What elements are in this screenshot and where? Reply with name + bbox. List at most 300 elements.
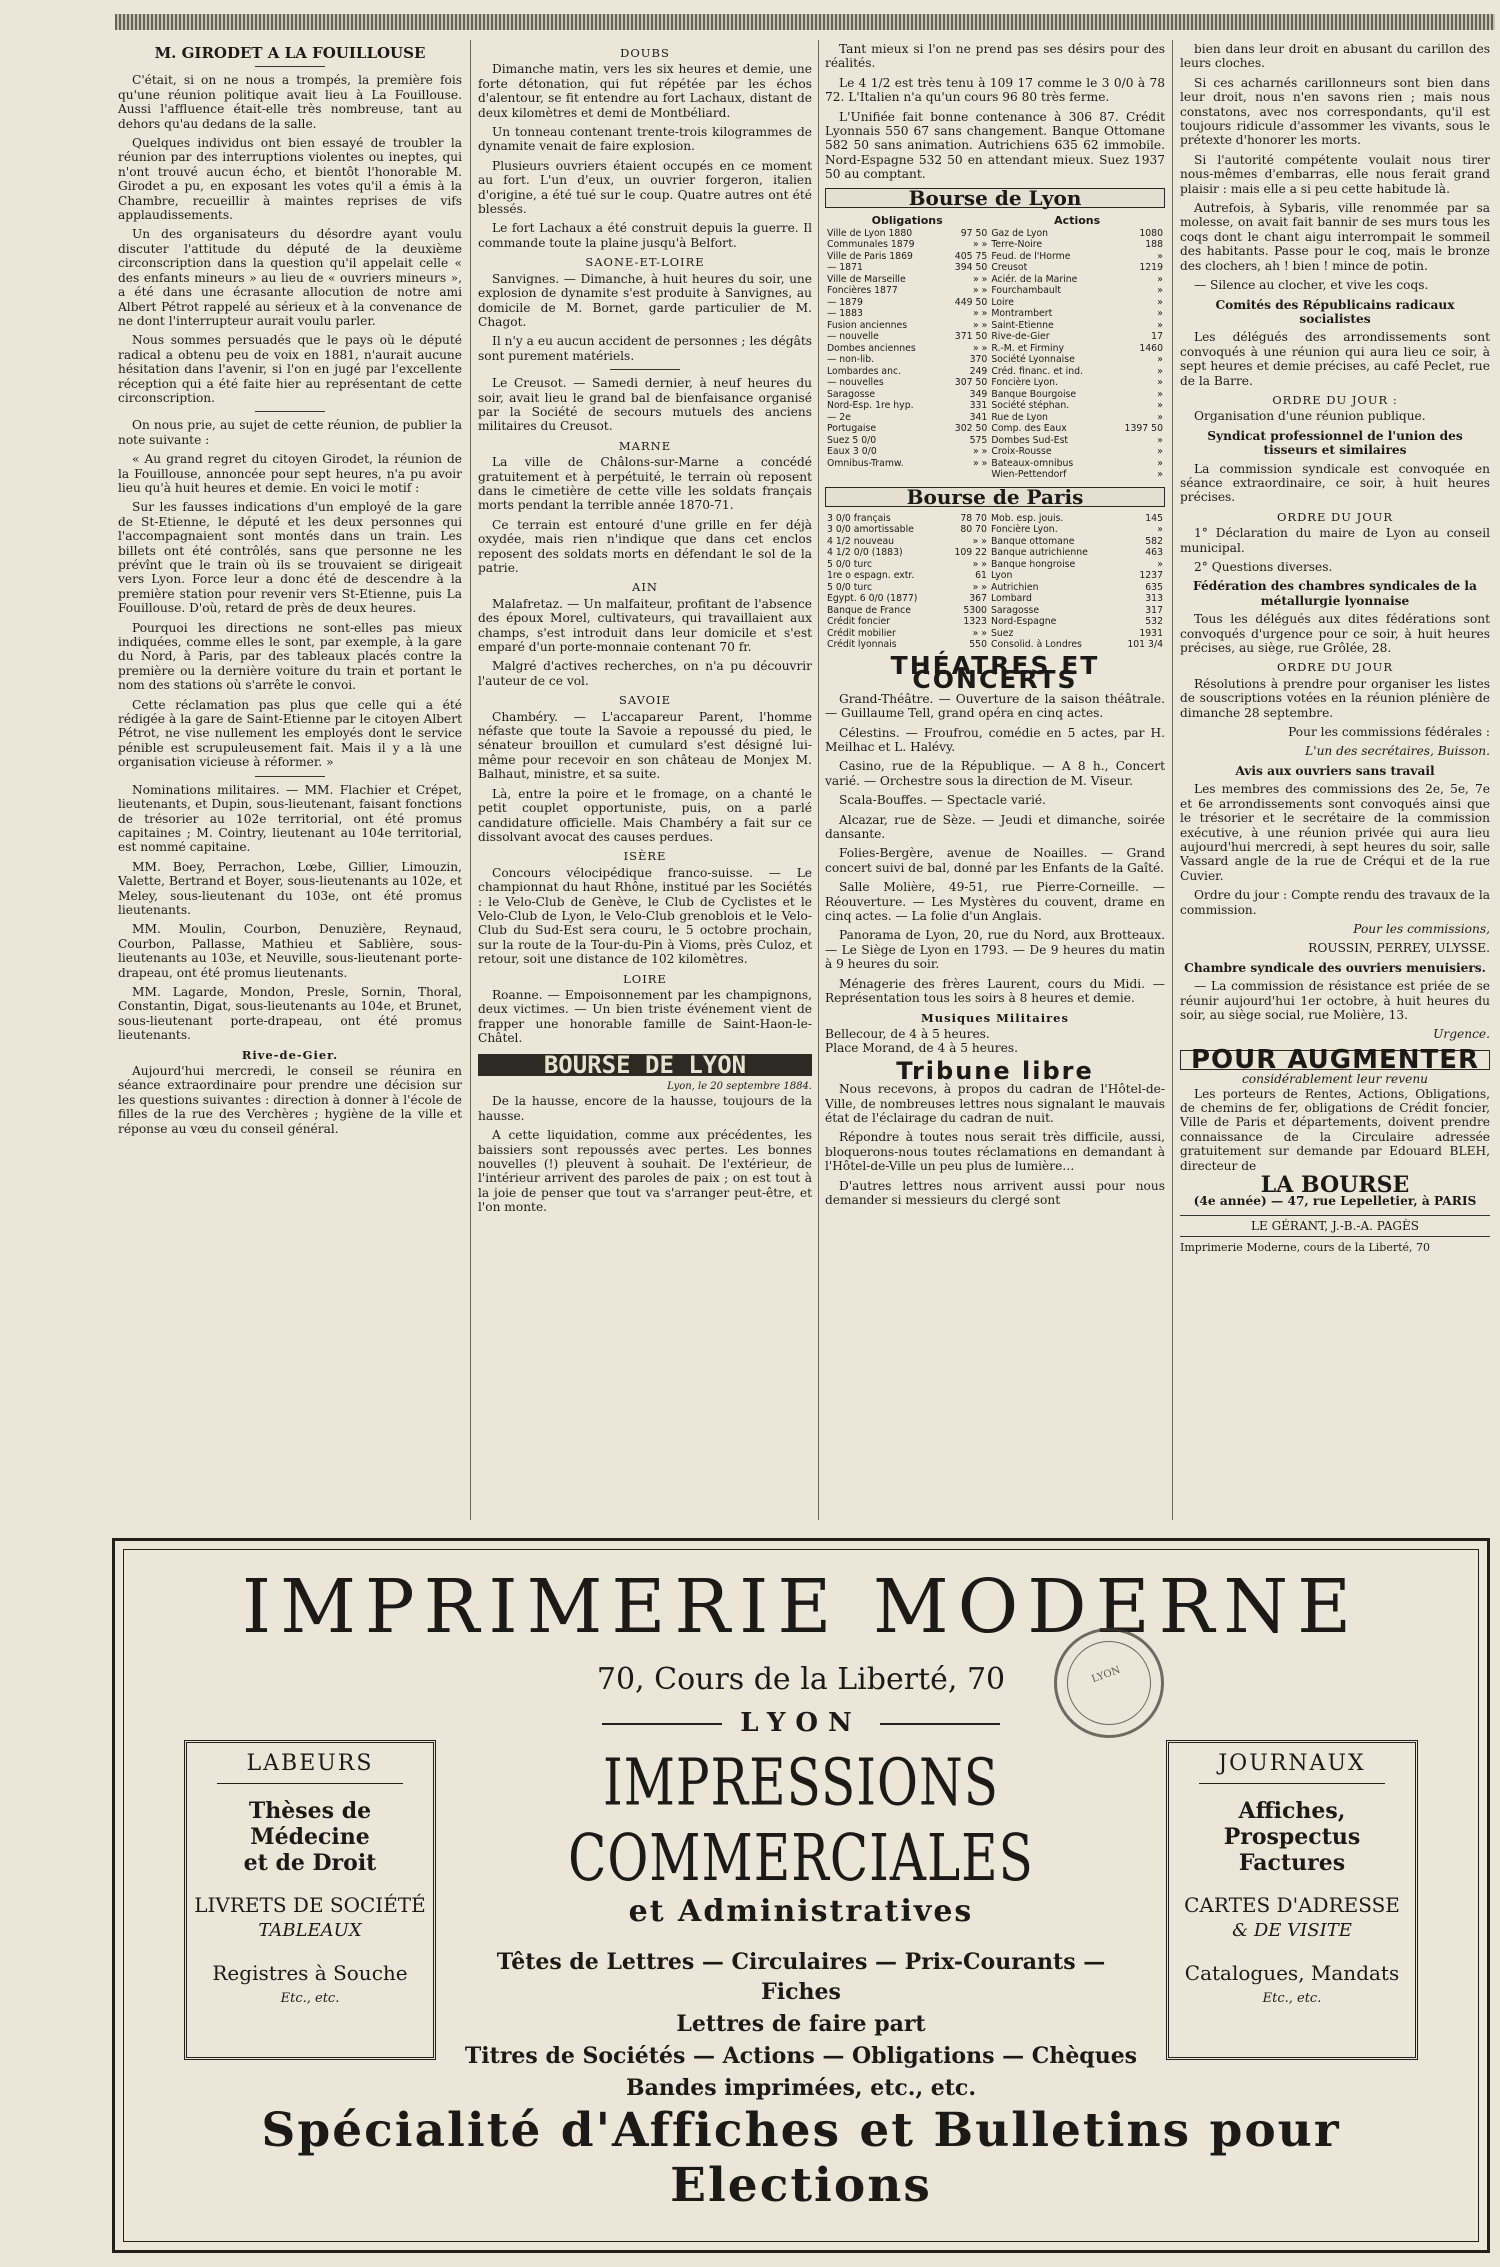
security-price: » — [1157, 434, 1163, 446]
security-name: Dombes Sud-Est — [991, 434, 1069, 446]
security-name: Ville de Marseille — [827, 273, 906, 285]
table-row — [825, 593, 1165, 605]
security-name: Crédit mobilier — [827, 627, 896, 639]
listing: Alcazar, rue de Sèze. — Jeudi et dimanche, soirée dansante. — [825, 812, 1165, 842]
security-name: Crédit foncier — [827, 616, 891, 628]
paragraph: Urgence. — [1433, 1027, 1490, 1042]
column-2 — [478, 42, 812, 1517]
table-row — [825, 274, 1165, 286]
listing: Célestins. — Froufrou, comédie en 5 actes, par H. Meilhac et L. Halévy. — [825, 725, 1165, 754]
section-heading: SAONE-ET-LOIRE — [585, 255, 705, 270]
paragraph: Tant mieux si l'on ne prend pas ses désirs pour des réalités. — [825, 42, 1165, 71]
security-price: » » — [972, 581, 987, 593]
paragraph: Ce terrain est entouré d'une grille en fer déjà oxydée, mais rien n'indique que dans cet enclos reposent des soldats morts en défendant le sol de la patrie. — [478, 517, 812, 575]
table-row — [825, 628, 1165, 640]
security-price: 302 50 — [954, 423, 988, 435]
listing: Salle Molière, 49-51, rue Pierre-Corneille. — Réouverture. — Les Mystères du couvent, drame en cinq actes. — La folie d'un Anglais. — [825, 880, 1165, 924]
table-row — [825, 389, 1165, 401]
paragraph: Si ces acharnés carillonneurs sont bien dans leur droit, nous n'en savons rien ; mais nous constatons, avec nos correspondants, qu'il est toujours ridicule d'assommer les vivants, sous le prétexte d'honorer les morts. — [1180, 75, 1490, 148]
security-name: Portugaise — [827, 423, 877, 435]
security-price: 1237 — [1139, 570, 1163, 582]
security-price: 249 — [969, 365, 988, 377]
paragraph: Les membres des commissions des 2e, 5e, 7e et 6e arrondissements sont convoqués ainsi que le trésorier et le secrétaire de la commission exécutive, à une réunion privée qui aura lieu aujourd'hui mercredi, à sept heures du soir, salle Vassard angle de la rue de Créqui et de la rue Cuvier. — [1180, 782, 1490, 883]
paragraph: Ordre du jour : Compte rendu des travaux de la commission. — [1180, 888, 1490, 917]
table-row — [825, 412, 1165, 424]
listing: Bellecour, de 4 à 5 heures. — [825, 1026, 990, 1041]
security-name — [825, 469, 943, 481]
bourse-paris-title: Bourse de Paris — [825, 487, 1165, 507]
box-line: TABLEAUX — [258, 1920, 362, 1941]
security-name: — 2e — [827, 411, 851, 423]
table-row — [825, 262, 1165, 274]
paragraph: Nominations militaires. — MM. Flachier et Crépet, lieutenants, et Dupin, sous-lieutenant, faisant fonctions de trésorier au 102e territorial, ont été promus capitaines ; M. Cointry, lieutenant au 104e territorial, est nommé capitaine. — [118, 782, 462, 855]
paragraph: Le 4 1/2 est très tenu à 109 17 comme le 3 0/0 à 78 72. L'Italien n'a qu'un cours 96 80 très ferme. — [825, 75, 1165, 105]
paragraph: Nous sommes persuadés que le pays où le député radical a obtenu peu de voix en 1881, n'aurait aucune hésitation dans l'avenir, si l'on en jugé par l'excellente réception qui a été faite hier au représentant de cette circonscription. — [118, 333, 462, 405]
paragraph: Répondre à toutes nous serait très difficile, aussi, bloquerons-nous toutes réclamations en demandant à l'Hôtel-de-Ville un peu plus de lumière… — [825, 1130, 1165, 1174]
paragraph: D'autres lettres nous arrivent aussi pour nous demander si messieurs du clergé sont — [825, 1178, 1165, 1207]
printer-line: Imprimerie Moderne, cours de la Liberté, 70 — [1180, 1241, 1431, 1255]
advert-address: 70, Cours de la Liberté, 70 — [596, 1662, 1006, 1697]
paragraph: Malafretaz. — Un malfaiteur, profitant de l'absence des époux Morel, cultivateurs, qui travaillaient aux champs, s'est introduit dans leur domicile et s'est emparé d'un porte-monnaie contenant 70 fr. — [478, 596, 812, 655]
table-row — [825, 605, 1165, 617]
paragraph: bien dans leur droit en abusant du carillon des leurs cloches. — [1180, 42, 1490, 71]
security-price: 5300 — [963, 604, 987, 616]
table-row — [825, 239, 1165, 251]
section-heading: SAVOIE — [618, 693, 672, 708]
table-row — [825, 400, 1165, 412]
advert-main-heading: IMPRESSIONS COMMERCIALES — [568, 1744, 1034, 1896]
security-price: » — [1157, 388, 1163, 400]
security-name: — 1879 — [827, 296, 863, 308]
security-price: 101 3/4 — [1127, 639, 1163, 651]
column-rule — [470, 40, 471, 1520]
security-name: Loire — [991, 296, 1014, 308]
security-name: Suez — [990, 627, 1014, 639]
security-name: Crédit lyonnais — [827, 639, 897, 651]
paragraph: MM. Boey, Perrachon, Lœbe, Gillier, Limouzin, Valette, Bertrand et Boyer, sous-lieutenants au 102e, et Meley, sous-lieutenant du 103e, ont été promus lieutenants. — [118, 859, 462, 917]
bourse-lyon-table — [825, 214, 1165, 481]
advert-city: LYON — [124, 1708, 1478, 1738]
labeurs-box — [184, 1740, 436, 2060]
paragraph: Concours vélocipédique franco-suisse. — Le championnat du haut Rhône, institué par les Sociétés : le Velo-Club de Genève, le Club de Cyclistes et le Velo-Club de Lyon, le Velo-Club grenoblois et le Velo-Club du Sud-Est sera couru, le 5 octobre prochain, sur la route de la Tour-du-Pin à Vioms, près Culoz, et retour, soit une distance de 102 kilomètres. — [478, 865, 812, 967]
paragraph: MM. Lagarde, Mondon, Presle, Sornin, Thoral, Constantin, Digat, sous-lieutenants au 104e, et Brunet, sous-lieutenant porte-drapeau, ont été promus lieutenants. — [118, 984, 462, 1043]
table-row — [825, 446, 1165, 458]
gerant-line: LE GÉRANT, J.-B.-A. PAGÈS — [1180, 1215, 1490, 1237]
paragraph: Un tonneau contenant trente-trois kilogrammes de dynamite venait de faire explosion. — [478, 125, 812, 154]
security-name: Eaux 3 0/0 — [827, 446, 877, 458]
article-title: M. GIRODET A LA FOUILLOUSE — [154, 44, 426, 62]
security-price: 109 22 — [954, 547, 987, 559]
section-heading: Rive-de-Gier. — [241, 1047, 339, 1062]
security-price: 317 — [1145, 604, 1163, 616]
security-name: Banque hongroise — [990, 558, 1076, 570]
security-price: » » — [972, 342, 988, 354]
box-line: Registres à Souche — [212, 1961, 408, 1985]
security-name: Banque Bourgoise — [991, 388, 1077, 400]
section-heading: MARNE — [618, 438, 672, 453]
security-price: » — [1157, 446, 1163, 458]
security-name: Ville de Paris 1869 — [827, 250, 913, 262]
security-price: 61 — [975, 570, 987, 582]
paragraph: 2° Questions diverses. — [1194, 560, 1333, 574]
security-price: » — [1157, 285, 1163, 297]
paragraph: Le Creusot. — Samedi dernier, à neuf heures du soir, avait lieu le grand bal de bienfaisance organisé par la Société de secours mutuels des anciens militaires du Creusot. — [478, 376, 812, 434]
table-row — [825, 320, 1165, 332]
table-row — [825, 228, 1165, 240]
paragraph: Autrefois, à Sybaris, ville renommée par sa molesse, on avait fait bannir de ses murs tous les coqs dont le chant aigu interrompait le sommeil des habitants. Passe pour le coq, mais le bronze des clochers, ah ! bien ! mince de potin. — [1180, 201, 1490, 273]
security-name: Saragosse — [990, 604, 1040, 616]
advert-center — [454, 1744, 1148, 2103]
security-price: 463 — [1145, 547, 1163, 559]
table-row — [825, 285, 1165, 297]
security-price: 17 — [1151, 331, 1163, 343]
section-heading: ISÈRE — [623, 849, 667, 864]
section-heading: Comités des Républicains radicaux socialistes — [1215, 297, 1455, 326]
security-name: Mob. esp. jouis. — [990, 512, 1064, 524]
section-heading: Musiques Militaires — [921, 1010, 1069, 1025]
column-4 — [1180, 42, 1490, 1517]
paragraph: Pourquoi les directions ne sont-elles pas mieux indiquées, comme elles le sont, par exemple, à la gare du Nord, à Paris, par des tableaux placés contre la première ou la dernière voiture du train et portant le nom des stations où s'arrête le convoi. — [118, 620, 462, 693]
security-price: » » — [972, 319, 988, 331]
security-name: Lombardes anc. — [827, 365, 902, 377]
journaux-box — [1166, 1740, 1418, 2060]
paragraph: — La commission de résistance est priée de se réunir aujourd'hui 1er octobre, à huit heures du soir, au siège social, rue Molière, 13. — [1180, 979, 1490, 1022]
security-price: » » — [972, 308, 988, 320]
advert-name: LA BOURSE — [1260, 1172, 1410, 1199]
listing: Scala-Bouffes. — Spectacle varié. — [839, 793, 1046, 808]
security-price: » » — [972, 285, 988, 297]
security-name: Suez 5 0/0 — [827, 434, 877, 446]
advert-text: Les porteurs de Rentes, Actions, Obligations, de chemins de fer, obligations de Crédit foncier, Ville de Paris et départements, doivent prendre connaissance de la Circulaire adressée gratuitement sur demande par Edouard BLEH, directeur de — [1180, 1086, 1490, 1173]
security-price: 1323 — [963, 616, 987, 628]
paragraph: Plusieurs ouvriers étaient occupés en ce moment au fort. L'un d'eux, un ouvrier forgeron, italien d'origine, a été tué sur le coup. Quatre autres ont été blessés. — [478, 158, 812, 217]
box-line: Catalogues, Mandats — [1184, 1961, 1400, 1985]
table-row — [825, 469, 1165, 481]
security-price: 1460 — [1139, 342, 1163, 354]
security-name: — nouvelles — [827, 377, 884, 389]
security-name: 3 0/0 amortissable — [827, 524, 914, 536]
paragraph: Pour les commissions fédérales : — [1288, 725, 1490, 740]
security-price: 331 — [969, 400, 988, 412]
security-name: Communales 1879 — [827, 239, 915, 251]
bourse-paris-table — [825, 513, 1165, 651]
box-line: Thèses de Médecine — [248, 1798, 372, 1850]
security-price: 349 — [969, 388, 988, 400]
security-price: » — [1157, 365, 1163, 377]
listing: Casino, rue de la République. — A 8 h., Concert varié. — Orchestre sous la direction de M. Viseur. — [825, 759, 1165, 788]
paragraph: Cette réclamation pas plus que celle qui a été rédigée à la gare de Saint-Etienne par le citoyen Albert Pétrot, ne vise nullement les employés dont le service pénible est scrupuleusement fait. Mais il y a là une organisation vicieuse à réformer. » — [118, 697, 462, 770]
paragraph: Roanne. — Empoisonnement par les champignons, deux victimes. — Un bien triste événement vient de frapper une honorable famille de Saint-Haon-le-Châtel. — [478, 987, 812, 1046]
bourse-lyon-title: Bourse de Lyon — [825, 188, 1165, 208]
table-row — [825, 366, 1165, 378]
security-price: » » — [972, 273, 988, 285]
box-line: CARTES D'ADRESSE — [1184, 1893, 1400, 1917]
paragraph: 1° Déclaration du maire de Lyon au conseil municipal. — [1180, 526, 1490, 555]
paragraph: Les délégués des arrondissements sont convoqués à une réunion qui aura lieu ce soir, à sept heures et demie précises, au café Peclet, rue de la Barre. — [1180, 330, 1490, 388]
security-name: Omnibus-Tramw. — [827, 457, 904, 469]
box-line: LIVRETS DE SOCIÉTÉ — [194, 1893, 426, 1917]
security-price: » — [1157, 411, 1163, 423]
listing: Grand-Théâtre. — Ouverture de la saison théâtrale. — Guillaume Tell, grand opéra en cinq actes. — [825, 691, 1165, 721]
box-header: LABEURS — [217, 1751, 403, 1784]
divider — [255, 411, 325, 412]
security-price: 449 50 — [954, 296, 988, 308]
security-name: Foncières 1877 — [827, 285, 898, 297]
security-name: Nord-Espagne — [990, 616, 1057, 628]
column-header: Obligations — [871, 214, 943, 228]
table-row — [825, 616, 1165, 628]
stamp-seal: LYON — [1039, 1613, 1180, 1754]
security-price: 97 50 — [960, 227, 988, 239]
tribune-heading: Tribune libre — [896, 1056, 1094, 1085]
table-row — [825, 582, 1165, 594]
security-name: Consolid. à Londres — [990, 639, 1082, 651]
security-name: Comp. des Eaux — [991, 423, 1067, 435]
security-name: Foncière Lyon. — [991, 377, 1058, 389]
table-row — [825, 343, 1165, 355]
advert-subheading: et Administratives — [628, 1894, 974, 1929]
security-price: 78 70 — [960, 512, 987, 524]
security-name: — 1883 — [827, 308, 863, 320]
security-name: Dombes anciennes — [827, 342, 916, 354]
paragraph: Là, entre la poire et le fromage, on a chanté le petit couplet opportuniste, puis, on a parlé candidature officielle. Mais Chambéry a fait sur ce dissolvant avocat des causes perdues. — [478, 786, 812, 844]
security-name: Société stéphan. — [991, 400, 1070, 412]
security-name: Rue de Lyon — [991, 411, 1048, 423]
table-row — [825, 547, 1165, 559]
security-price: 370 — [969, 354, 988, 366]
paragraph: Sanvignes. — Dimanche, à huit heures du soir, une explosion de dynamite s'est produite à Sanvignes, au domicile de M. Bornet, garde particulier de M. Chagot. — [478, 271, 812, 329]
table-row — [825, 308, 1165, 320]
security-name: Banque de France — [827, 604, 911, 616]
paragraph: Aujourd'hui mercredi, le conseil se réunira en séance extraordinaire pour prendre une décision sur les questions suivantes : direction à donner à l'école de filles de la rue des Verchères ; hygiène de la ville et réponse au vœu du conseil général. — [118, 1064, 462, 1136]
security-name: 5 0/0 turc — [827, 581, 873, 593]
paragraph: Un des organisateurs du désordre ayant voulu discuter l'attitude du député de la deuxième circonscription dans la question qu'il appelait celle « des enfants mineurs » au lieu de « ouvriers mineurs », a été dans une écrasante allocution de notre ami Albert Pétrot rappelé au sérieux et à la convenance de ne dont l'interrupteur aurait voulu parler. — [118, 227, 462, 328]
security-price: » — [1157, 308, 1163, 320]
divider — [255, 776, 325, 777]
security-price: 1219 — [1139, 262, 1163, 274]
security-price: » — [1157, 319, 1163, 331]
box-line: & DE VISITE — [1232, 1920, 1352, 1941]
table-row — [825, 559, 1165, 571]
paragraph: Si l'autorité compétente voulait nous tirer nous-mêmes d'embarras, elle nous ferait grand plaisir : mais elle a si peu cette habitude là. — [1180, 152, 1490, 196]
paragraph: Chambéry. — L'accapareur Parent, l'homme néfaste que toute la Savoie a repoussé du pied, le sénateur brouillon et cumulard s'est désigné lui-même pour recevoir en son château de Monjex M. Balhaut, ministre, et sa suite. — [478, 709, 812, 782]
security-name: Terre-Noire — [991, 239, 1043, 251]
section-heading: Chambre syndicale des ouvriers menuisiers. — [1184, 960, 1486, 975]
security-name: Foncière Lyon. — [990, 524, 1058, 536]
security-name: — nouvelle — [827, 331, 879, 343]
box-line: Factures — [1238, 1850, 1346, 1876]
table-row — [825, 377, 1165, 389]
security-name: — non-lib. — [827, 354, 875, 366]
table-row — [825, 458, 1165, 470]
security-name: Fusion anciennes — [827, 319, 908, 331]
top-border — [115, 14, 1495, 30]
security-name: Montrambert — [991, 308, 1053, 320]
paragraph: Il n'y a eu aucun accident de personnes ; les dégâts sont purement matériels. — [478, 334, 812, 363]
paragraph: Quelques individus ont bien essayé de troubler la réunion par des interruptions violentes ou ineptes, qui n'ont trouvé aucun écho, et bientôt l'honorable M. Girodet a pu, en exposant les votes qu'il a émis à la Chambre, recueillir à maintes reprises de vifs applaudissements. — [118, 136, 462, 223]
security-name: Lombard — [990, 593, 1032, 605]
security-price: 367 — [969, 593, 987, 605]
security-price: » — [1157, 354, 1163, 366]
security-name: — 1871 — [827, 262, 863, 274]
security-name: Croix-Rousse — [991, 446, 1052, 458]
security-price: » — [1157, 457, 1163, 469]
paragraph: Résolutions à prendre pour organiser les listes de souscriptions votées en la réunion plénière de dimanche 28 septembre. — [1180, 676, 1490, 720]
column-rule — [1172, 40, 1173, 1520]
security-price — [943, 469, 989, 481]
security-name: Fourchambault — [991, 285, 1062, 297]
security-name: Wien-Pettendorf — [991, 469, 1067, 481]
security-price: 550 — [969, 639, 987, 651]
security-price: 145 — [1145, 512, 1163, 524]
security-price: » — [1157, 524, 1163, 536]
security-price: » » — [972, 457, 988, 469]
table-row — [825, 513, 1165, 525]
table-row — [825, 331, 1165, 343]
section-heading: Syndicat professionnel de l'union des tisseurs et similaires — [1207, 428, 1463, 458]
table-row — [825, 435, 1165, 447]
security-price: 635 — [1145, 581, 1163, 593]
security-name: Aciér. de la Marine — [991, 273, 1078, 285]
security-price: » — [1157, 296, 1163, 308]
signature: L'un des secrétaires, Buisson. — [1305, 744, 1490, 759]
table-row — [825, 297, 1165, 309]
order-of-day: ORDRE DU JOUR — [1277, 509, 1393, 524]
paragraph: Sur les fausses indications d'un employé de la gare de St-Etienne, le député et les deux personnes qui l'accompagnaient sont montés dans un train. Les billets ont été contrôlés, sans que personne ne les prévînt que le train où ils se trouvaient se dirigeait vers Lyon. Force leur a donc été de descendre à la première station pour revenir vers St-Etienne, puis La Fouillouse. D'où, retard de près de deux heures. — [118, 500, 462, 616]
security-price: 394 50 — [954, 262, 988, 274]
security-name: Feud. de l'Horme — [991, 250, 1071, 262]
box-line: Affiches, Prospectus — [1223, 1798, 1361, 1850]
paragraph: MM. Moulin, Courbon, Denuzière, Reynaud, Courbon, Pallasse, Mathieu et Sablière, sous-lieutenants au 103e, et Neuville, sous-lieutenant porte-drapeau, ont été promus lieutenants. — [118, 922, 462, 980]
advert-line: Titres de Sociétés — Actions — Obligations — Chèques — [464, 2043, 1138, 2069]
section-heading: Avis aux ouvriers sans travail — [1235, 763, 1435, 778]
advert-line: Têtes de Lettres — Circulaires — Prix-Courants — Fiches — [496, 1949, 1106, 2005]
security-price: » — [1157, 400, 1163, 412]
column-1 — [118, 42, 462, 1517]
advert-line: Lettres de faire part — [676, 2011, 926, 2037]
security-price: 575 — [969, 434, 988, 446]
paragraph: Le fort Lachaux a été construit depuis la guerre. Il commande toute la plaine jusqu'à Belfort. — [478, 221, 812, 250]
table-row — [825, 524, 1165, 536]
security-price: 307 50 — [954, 377, 988, 389]
security-price: 1931 — [1139, 627, 1163, 639]
advert-address: (4e année) — 47, rue Lepelletier, à PARIS — [1193, 1194, 1477, 1209]
table-row — [825, 570, 1165, 582]
box-line: Etc., etc. — [1262, 1991, 1322, 2006]
paragraph: Pour les commissions, — [1353, 921, 1490, 936]
security-name: Saint-Etienne — [991, 319, 1054, 331]
advert-subtitle: considérablement leur revenu — [1241, 1072, 1429, 1087]
column-header: Actions — [1054, 214, 1101, 228]
listing: Place Morand, de 4 à 5 heures. — [825, 1041, 1018, 1056]
table-row — [825, 423, 1165, 435]
security-price: » » — [972, 446, 988, 458]
paragraph: Malgré d'actives recherches, on n'a pu découvrir l'auteur de ce vol. — [478, 659, 812, 688]
paragraph: — Silence au clocher, et vive les coqs. — [1194, 278, 1429, 293]
security-price: 582 — [1145, 535, 1163, 547]
security-price: » — [1157, 250, 1163, 262]
security-price: » — [1157, 377, 1163, 389]
box-header: JOURNAUX — [1199, 1751, 1385, 1784]
advert-title: POUR AUGMENTER — [1180, 1050, 1490, 1070]
security-price: » » — [972, 535, 987, 547]
section-heading: LOIRE — [623, 971, 667, 986]
security-name: Créd. financ. et ind. — [991, 365, 1083, 377]
bourse-date: Lyon, le 20 septembre 1884. — [667, 1081, 812, 1092]
listing: Ménagerie des frères Laurent, cours du Midi. — Représentation tous les soirs à 8 heures et demie. — [825, 976, 1165, 1006]
security-name: Bateaux-omnibus — [991, 457, 1074, 469]
security-name: 3 0/0 français — [827, 512, 891, 524]
paragraph: La commission syndicale est convoquée en séance extraordinaire, ce soir, à huit heures précises. — [1180, 461, 1490, 505]
paragraph: Tous les délégués aux dites fédérations sont convoqués d'urgence pour ce soir, à huit heures précises, au siège, rue Grôlée, 28. — [1180, 612, 1490, 656]
paragraph: L'Unifiée fait bonne contenance à 306 87. Crédit Lyonnais 550 67 sans changement. Banque Ottomane 582 50 sans animation. Autrichiens 635 62 immobile. Nord-Espagne 532 50 en attendant mieux. Suez 1937 50 au comptant. — [825, 109, 1165, 182]
paragraph: « Au grand regret du citoyen Girodet, la réunion de la Fouillouse, annoncée pour sept heures, n'a pu avoir lieu qu'à huit heures et demie. En voici le motif : — [118, 452, 462, 495]
security-price: » — [1157, 558, 1163, 570]
security-price: 188 — [1145, 239, 1163, 251]
table-row — [825, 251, 1165, 263]
paragraph: Organisation d'une réunion publique. — [1194, 409, 1426, 424]
security-name: 5 0/0 turc — [827, 558, 873, 570]
security-name: Nord-Esp. 1re hyp. — [827, 400, 914, 412]
security-name: Lyon — [990, 570, 1013, 582]
advert-bottom-line: Spécialité d'Affiches et Bulletins pour Elections — [261, 2103, 1341, 2213]
advert-title: IMPRIMERIE MODERNE — [241, 1564, 1361, 1650]
box-line: et de Droit — [243, 1850, 377, 1876]
paragraph: C'était, si on ne nous a trompés, la première fois qu'une réunion politique avait lieu à La Fouillouse. Aussi l'affluence était-elle très nombreuse, tant au dehors qu'au dedans de la salle. — [118, 73, 462, 131]
security-price: » » — [972, 239, 988, 251]
security-price: » — [1157, 273, 1163, 285]
listing: Folies-Bergère, avenue de Noailles. — Grand concert suivi de bal, donné par les Enfants de la Gaîté. — [825, 846, 1165, 875]
section-heading: Fédération des chambres syndicales de la métallurgie lyonnaise — [1193, 579, 1477, 608]
security-name: Ville de Lyon 1880 — [827, 227, 913, 239]
box-line: Etc., etc. — [280, 1991, 340, 2006]
section-heading: AIN — [632, 580, 658, 595]
paragraph: La ville de Châlons-sur-Marne a concédé gratuitement et à perpétuité, le terrain où reposent dans le cimetière de cette ville les soldats français morts pendant la terrible année 1870-71. — [478, 455, 812, 513]
bourse-de-lyon-banner: BOURSE DE LYON — [478, 1054, 812, 1076]
theatres-heading: THÉATRES ET CONCERTS — [890, 650, 1100, 695]
paragraph: Dimanche matin, vers les six heures et demie, une forte détonation, qui fut répétée par les échos d'alentour, se fit entendre au fort Lachaux, distant de deux kilomètres et demi de Montbéliard. — [478, 62, 812, 120]
security-name: Banque ottomane — [990, 535, 1075, 547]
signature: ROUSSIN, PERREY, ULYSSE. — [1308, 941, 1490, 956]
divider — [610, 369, 680, 370]
order-of-day: ORDRE DU JOUR — [1277, 660, 1393, 675]
imprimerie-advertisement — [112, 1538, 1490, 2253]
listing: Panorama de Lyon, 20, rue du Nord, aux Brotteaux. — Le Siège de Lyon en 1793. — De 9 heures du matin à 9 heures du soir. — [825, 928, 1165, 972]
section-heading: DOUBS — [620, 46, 670, 60]
security-name: Saragosse — [827, 388, 876, 400]
paragraph: Nous recevons, à propos du cadran de l'Hôtel-de-Ville, de nombreuses lettres nous signalant le mauvais état de l'éclairage du cadran de nuit. — [825, 1082, 1165, 1125]
paragraph: A cette liquidation, comme aux précédentes, les baissiers sont repoussés avec pertes. Les bonnes nouvelles (!) pleuvent à souhait. De l'extérieur, de l'intérieur arrivent des paroles de paix ; on est tout à la joie de penser que tout va s'arranger peut-être, et l'on monte. — [478, 1128, 812, 1215]
security-name: 4 1/2 0/0 (1883) — [827, 547, 903, 559]
column-3 — [825, 42, 1165, 1517]
security-name: Rive-de-Gier — [991, 331, 1050, 343]
security-price: 1080 — [1139, 227, 1163, 239]
security-name: Autrichien — [990, 581, 1039, 593]
security-price: 405 75 — [954, 250, 988, 262]
table-row — [825, 639, 1165, 651]
security-price: 1397 50 — [1124, 423, 1163, 435]
security-name: Creusot — [991, 262, 1028, 274]
security-price: » — [1157, 469, 1163, 481]
security-price: 80 70 — [960, 524, 987, 536]
security-name: Banque autrichienne — [990, 547, 1088, 559]
security-name: 1re o espagn. extr. — [827, 570, 915, 582]
security-name: R.-M. et Firminy — [991, 342, 1064, 354]
security-name: Egypt. 6 0/0 (1877) — [827, 593, 918, 605]
paragraph: De la hausse, encore de la hausse, toujours de la hausse. — [478, 1094, 812, 1123]
security-price: 313 — [1145, 593, 1163, 605]
security-price: 371 50 — [954, 331, 988, 343]
